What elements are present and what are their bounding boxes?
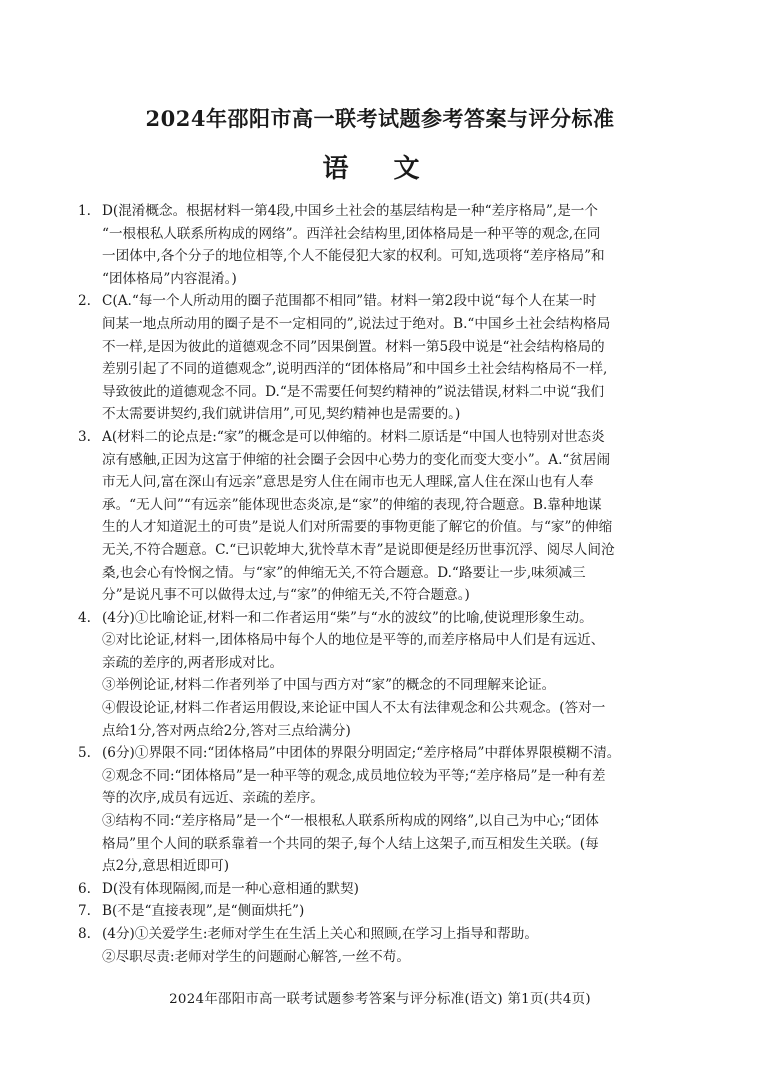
page-footer: 2024年邵阳市高一联考试题参考答案与评分标准(语文) 第1页(共4页)	[169, 992, 591, 1007]
answer-text	[102, 923, 688, 968]
answer-text	[102, 742, 688, 878]
answer-line: 分”是说凡事不可以做得太过,与“家”的伸缩无关,不符合题意。)	[102, 587, 470, 604]
answer-line: C(A.“每一个人所动用的圈子范围都不相同”错。材料一第2段中说“每个人在某一时	[102, 293, 597, 310]
answer-line: ②对比论证,材料一,团体格局中每个人的地位是平等的,而差序格局中人们是有远近、	[102, 632, 605, 649]
answer-line: (4分)①关爱学生:老师对学生在生活上关心和照顾,在学习上指导和帮助。	[102, 926, 538, 942]
answer-line: ②尽职尽责:老师对学生的问题耐心解答,一丝不苟。	[102, 948, 410, 965]
answer-line: D(混淆概念。根据材料一第4段,中国乡土社会的基层结构是一种“差序格局”,是一个	[102, 203, 598, 219]
answer-line: 点给1分,答对两点给2分,答对三点给满分)	[102, 722, 351, 739]
answer-line: 等的次序,成员有远近、亲疏的差序。	[102, 790, 324, 807]
answer-line: 凉有感触,正因为这富于伸缩的社会圈子会因中心势力的变化而变大变小”。A.“贫居闹	[102, 451, 611, 468]
answer-text	[102, 607, 688, 743]
answer-line: 市无人问,富在深山有远亲”意思是穷人住在闹市也无人理睬,富人住在深山也有人奉	[102, 474, 594, 491]
answer-item	[78, 878, 688, 901]
answer-line: 桑,也会心有怜悯之情。与“家”的伸缩无关,不符合题意。D.“路要让一步,味须减三	[102, 564, 586, 581]
answer-number: 8.	[78, 926, 91, 942]
answer-line: 生的人才知道泥土的可贵”是说人们对所需要的事物更能了解它的价值。与“家”的伸缩	[102, 519, 613, 536]
answer-line: ③结构不同:“差序格局”是一个“一根根私人联系所构成的网络”,以自己为中心;“团体	[102, 813, 599, 830]
answer-line: 一团体中,各个分子的地位相等,个人不能侵犯大家的权利。可知,选项将“差序格局”和	[102, 248, 605, 265]
answer-line: ④假设论证,材料二作者运用假设,来论证中国人不太有法律观念和公共观念。(答对一	[102, 700, 606, 717]
answer-line: 承。“无人问”“有远亲”能体现世态炎凉,是“家”的伸缩的表现,符合题意。B.靠种地谋	[102, 496, 602, 513]
answer-item	[78, 900, 688, 923]
answer-number: 5.	[78, 745, 91, 762]
answer-number: 6.	[78, 880, 91, 897]
answer-line: 导致彼此的道德观念不同。D.“是不需要任何契约精神的”说法错误,材料二中说“我们	[102, 383, 605, 400]
answer-number: 4.	[78, 609, 91, 626]
answer-text	[102, 200, 688, 290]
answer-item	[78, 200, 688, 290]
document-title: 2024年邵阳市高一联考试题参考答案与评分标准	[145, 106, 615, 131]
answer-line: 差别引起了不同的道德观念”,说明西洋的“团体格局”和中国乡土社会结构格局不一样,	[102, 361, 608, 378]
answer-line: 无关,不符合题意。C.“已识乾坤大,犹怜草木青”是说即便是经历世事沉浮、阅尽人间沧	[102, 541, 615, 558]
answer-line: 格局”里个人间的联系靠着一个共同的架子,每个人结上这架子,而互相发生关联。(每	[102, 835, 599, 852]
answer-text	[102, 900, 688, 923]
answer-text	[102, 426, 688, 607]
answer-line: ③举例论证,材料二作者列举了中国与西方对“家”的概念的不同理解来论证。	[102, 677, 556, 694]
answer-item	[78, 923, 688, 968]
answer-line: 不一样,是因为彼此的道德观念不同”因果倒置。材料一第5段中说是“社会结构格局的	[102, 338, 605, 355]
answer-line: 点2分,意思相近即可)	[102, 858, 230, 875]
answer-number: 1.	[78, 203, 91, 219]
answer-line: 亲疏的差序的,两者形成对比。	[102, 654, 284, 671]
answer-number: 2.	[78, 293, 91, 310]
answer-line: A(材料二的论点是:“家”的概念是可以伸缩的。材料二原话是“中国人也特别对世态炎	[102, 428, 605, 445]
answer-text	[102, 878, 688, 901]
answer-item	[78, 290, 688, 426]
answer-line: 间某一地点所动用的圈子是不一定相同的”,说法过于绝对。B.“中国乡土社会结构格局	[102, 315, 611, 332]
answer-line: ②观念不同:“团体格局”是一种平等的观念,成员地位较为平等;“差序格局”是一种有差	[102, 767, 606, 784]
answer-number: 3.	[78, 428, 91, 445]
answer-line: B(不是“直接表现”,是“侧面烘托”)	[102, 903, 305, 920]
answer-line: “团体格局”内容混淆。)	[102, 270, 237, 287]
answer-list	[78, 200, 688, 968]
answer-line: 不太需要讲契约,我们就讲信用”,可见,契约精神也是需要的。)	[102, 406, 461, 423]
answer-line: “一根根私人联系所构成的网络”。西洋社会结构里,团体格局是一种平等的观念,在同	[102, 225, 601, 242]
answer-line: D(没有体现隔阂,而是一种心意相通的默契)	[102, 880, 359, 897]
subject-heading: 语 文	[322, 154, 438, 184]
answer-item	[78, 607, 688, 743]
answer-item	[78, 426, 688, 607]
answer-text	[102, 290, 688, 426]
answer-line: (6分)①界限不同:“团体格局”中团体的界限分明固定;“差序格局”中群体界限模糊不清。	[102, 745, 621, 762]
answer-item	[78, 742, 688, 878]
answer-number: 7.	[78, 903, 91, 920]
answer-line: (4分)①比喻论证,材料一和二作者运用“柴”与“水的波纹”的比喻,使说理形象生动。	[102, 609, 593, 626]
